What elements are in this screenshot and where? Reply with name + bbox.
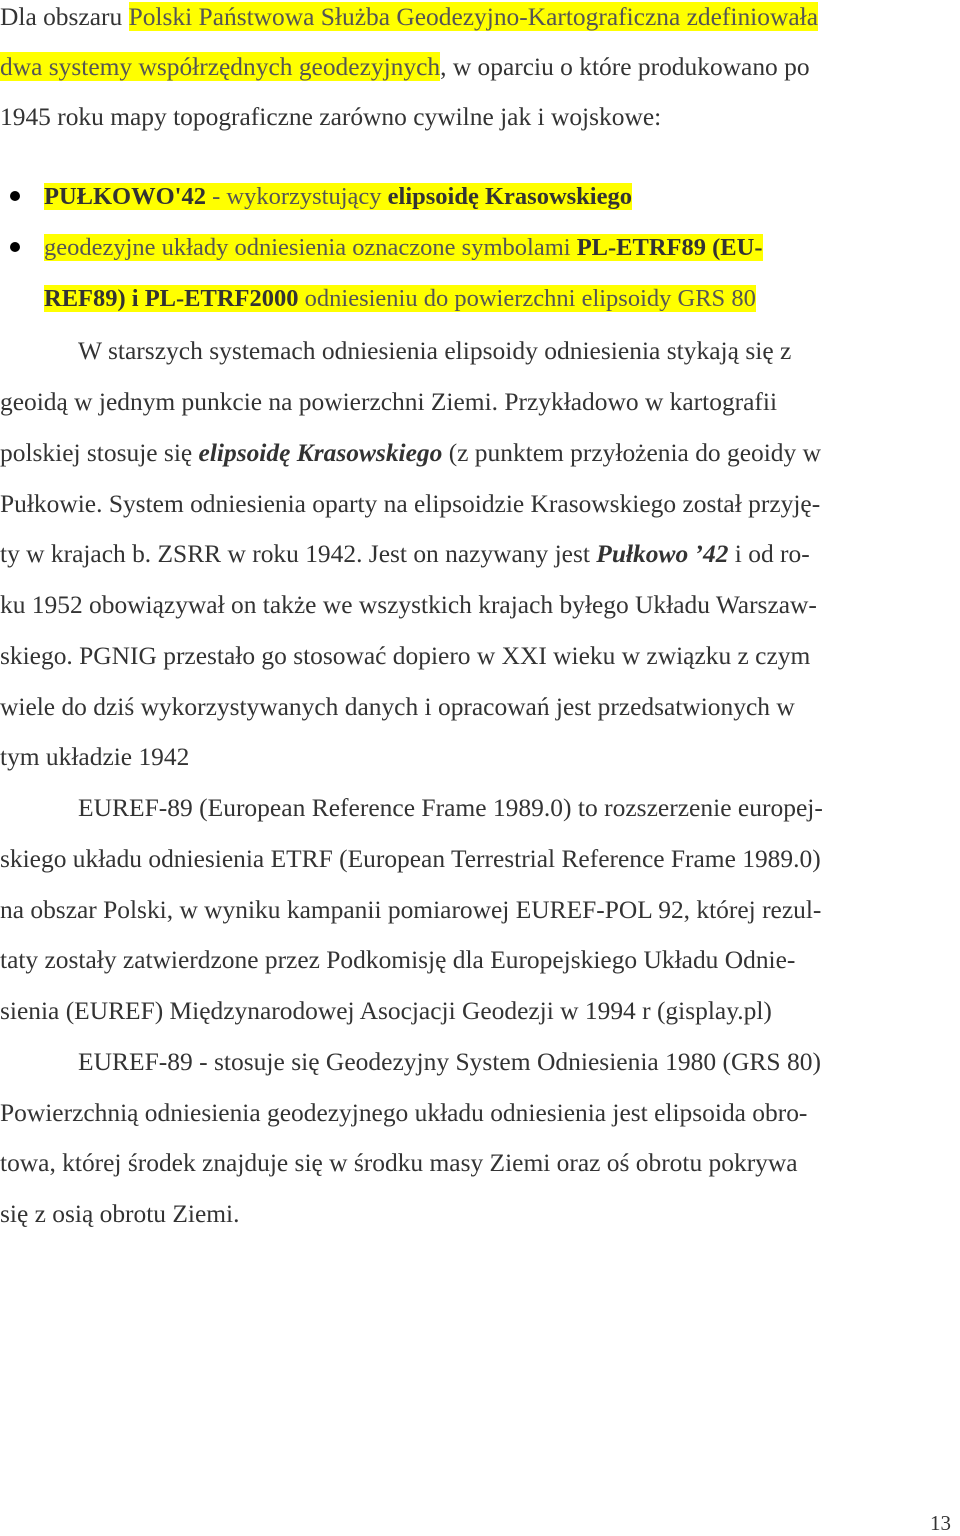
bullet-text: odniesieniu do powierzchni elipsoidy GRS 80	[298, 285, 756, 312]
body-text: na obszar Polski, w wyniku kampanii pomiarowej EUREF-POL 92, której rezul-	[0, 895, 822, 924]
intro-text: 1945 roku mapy topograficzne zarówno cywilne jak i wojskowe:	[0, 102, 662, 131]
intro-line-1	[0, 0, 960, 34]
para1-line-6	[0, 588, 960, 622]
para2-line-5	[0, 994, 960, 1028]
bullet-text: geodezyjne układy odniesienia oznaczone symbolami	[44, 234, 577, 261]
emphasized-term: Pułkowo ’42	[596, 539, 729, 568]
highlighted-text: Polski Państwowa Służba Geodezyjno-Kartograficzna zdefiniowała	[128, 2, 818, 31]
body-text: się z osią obrotu Ziemi.	[0, 1199, 240, 1228]
intro-line-3	[0, 100, 960, 134]
body-text: tym układzie 1942	[0, 742, 190, 771]
bullet-item-1	[44, 180, 944, 214]
intro-line-2	[0, 50, 960, 84]
para2-line-4	[0, 943, 960, 977]
para1-line-3	[0, 436, 960, 470]
body-text: Powierzchnią odniesienia geodezyjnego układu odniesienia jest elipsoida obro-	[0, 1098, 808, 1127]
bullet-bold-term: PL-ETRF89 (EU-	[576, 234, 763, 261]
para1-line-9	[0, 740, 960, 774]
bullet-text: - wykorzystujący	[205, 183, 388, 210]
body-text: polskiej stosuje się	[0, 438, 199, 467]
bullet-bold-term: PUŁKOWO'42	[44, 183, 206, 210]
body-text: ty w krajach b. ZSRR w roku 1942. Jest on nazywany jest	[0, 539, 597, 568]
body-text: ku 1952 obowiązywał on także we wszystkich krajach byłego Układu Warszaw-	[0, 590, 817, 619]
para3-line-2	[0, 1096, 960, 1130]
body-text: geoidą w jednym punkcie na powierzchni Ziemi. Przykładowo w kartografii	[0, 387, 778, 416]
intro-text: , w oparciu o które produkowano po	[440, 52, 810, 81]
body-text: EUREF-89 (European Reference Frame 1989.0) to rozszerzenie europej-	[78, 793, 823, 822]
bullet-dot-icon	[10, 191, 20, 201]
body-text: EUREF-89 - stosuje się Geodezyjny System Odniesienia 1980 (GRS 80)	[78, 1047, 821, 1076]
para1-line-7	[0, 639, 960, 673]
para1-line-2	[0, 385, 960, 419]
body-text: sienia (EUREF) Międzynarodowej Asocjacji Geodezji w 1994 r (gisplay.pl)	[0, 996, 772, 1025]
para3-line-3	[0, 1146, 960, 1180]
emphasized-term: elipsoidę Krasowskiego	[198, 438, 443, 467]
body-text: i od ro-	[728, 539, 810, 568]
body-text: taty zostały zatwierdzone przez Podkomisję dla Europejskiego Układu Odnie-	[0, 945, 796, 974]
body-text: towa, której środek znajduje się w środku masy Ziemi oraz oś obrotu pokrywa	[0, 1148, 798, 1177]
body-text: skiego układu odniesienia ETRF (European Terrestrial Reference Frame 1989.0)	[0, 844, 821, 873]
para1-line-8	[0, 690, 960, 724]
para1-line-1	[78, 334, 958, 368]
body-text: Pułkowie. System odniesienia oparty na elipsoidzie Krasowskiego został przyję-	[0, 489, 821, 518]
body-text: skiego. PGNIG przestało go stosować dopiero w XXI wieku w związku z czym	[0, 641, 811, 670]
body-text: wiele do dziś wykorzystywanych danych i opracowań jest przedsatwionych w	[0, 692, 795, 721]
para1-line-4	[0, 487, 960, 521]
body-text: W starszych systemach odniesienia elipsoidy odniesienia stykają się z	[78, 336, 792, 365]
para1-line-5	[0, 537, 960, 571]
para3-line-4	[0, 1197, 960, 1231]
bullet-bold-term: elipsoidę Krasowskiego	[387, 183, 632, 210]
para2-line-2	[0, 842, 960, 876]
para2-line-1	[78, 791, 958, 825]
bullet-item-2-line-1	[44, 231, 944, 265]
bullet-item-2-line-2	[44, 282, 944, 316]
body-text: (z punktem przyłożenia do geoidy w	[442, 438, 821, 467]
para3-line-1	[78, 1045, 958, 1079]
intro-text: Dla obszaru	[0, 2, 129, 31]
para2-line-3	[0, 893, 960, 927]
bullet-dot-icon	[10, 242, 20, 252]
bullet-bold-term: REF89) i PL-ETRF2000	[44, 285, 299, 312]
page-number: 13	[930, 1511, 951, 1535]
highlighted-text: dwa systemy współrzędnych geodezyjnych	[0, 52, 441, 81]
